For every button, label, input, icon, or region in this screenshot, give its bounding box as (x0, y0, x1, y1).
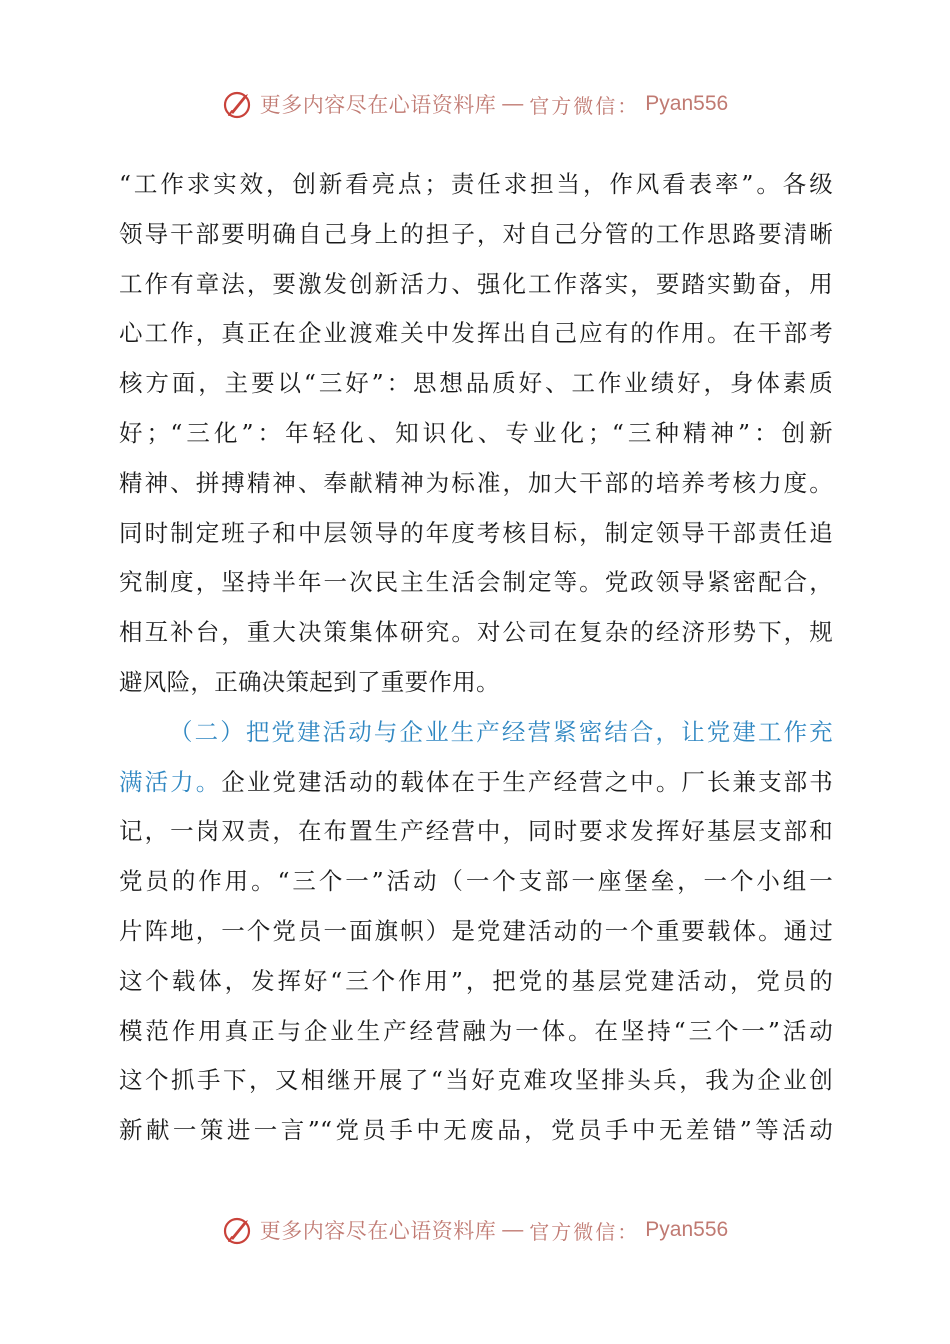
paragraph2-line: 这个载体，发挥好“三个作用”，把党的基层党建活动，党员的 (119, 966, 833, 995)
paragraph2-line: 模范作用真正与企业生产经营融为一体。在坚持“三个一”活动 (119, 1016, 833, 1045)
section-heading-line: （二）把党建活动与企业生产经营紧密结合，让党建工作充 (169, 717, 833, 746)
paragraph1-line: 究制度，坚持半年一次民主生活会制定等。党政领导紧密配合， (119, 568, 833, 597)
document-body (119, 160, 833, 1156)
banner-brand-text: 更多内容尽在心语资料库 (259, 93, 497, 117)
paragraph1-line: 同时制定班子和中层领导的年度考核目标，制定领导干部责任追 (119, 518, 833, 547)
header-watermark-banner (0, 84, 950, 124)
banner-wechat-id: Pyan556 (645, 1218, 729, 1241)
quill-pen-logo-icon (222, 1214, 254, 1246)
banner-brand-text: 更多内容尽在心语资料库 (259, 1219, 497, 1243)
paragraph2-line: 党员的作用。“三个一”活动（一个支部一座堡垒，一个小组一 (119, 867, 833, 896)
paragraph2-line-text: 企业党建活动的载体在于生产经营之中。厂长兼支部书 (221, 767, 833, 796)
paragraph1-line: 避风险，正确决策起到了重要作用。 (119, 667, 500, 696)
banner-wechat-label: 官方微信： (529, 93, 640, 118)
section-heading-tail: 满活力。 (119, 767, 222, 796)
banner-dash: — (502, 1218, 524, 1241)
paragraph1-line: 好；“三化”：年轻化、知识化、专业化；“三种精神”：创新 (119, 418, 833, 447)
paragraph2-line: 这个抓手下，又相继开展了“当好克难攻坚排头兵，我为企业创 (119, 1066, 833, 1095)
paragraph2-line: 记，一岗双责，在布置生产经营中，同时要求发挥好基层支部和 (119, 817, 833, 846)
paragraph1-line: 心工作，真正在企业渡难关中发挥出自己应有的作用。在干部考 (119, 319, 833, 348)
paragraph1-line: 领导干部要明确自己身上的担子，对自己分管的工作思路要清晰 (119, 219, 833, 248)
banner-wechat-id: Pyan556 (645, 92, 729, 115)
paragraph1-line: 相互补台，重大决策集体研究。对公司在复杂的经济形势下，规 (119, 618, 833, 647)
banner-dash: — (502, 92, 524, 115)
quill-pen-logo-icon (222, 88, 254, 120)
footer-watermark-banner (0, 1210, 950, 1250)
paragraph2-line: 新献一策进一言”“党员手中无废品，党员手中无差错”等活动 (119, 1116, 833, 1145)
paragraph1-line: 核方面，主要以“三好”：思想品质好、工作业绩好，身体素质 (119, 369, 833, 398)
paragraph1-line: “工作求实效，创新看亮点；责任求担当，作风看表率”。各级 (119, 170, 833, 198)
paragraph2-line: 片阵地，一个党员一面旗帜）是党建活动的一个重要载体。通过 (119, 916, 833, 945)
paragraph1-line: 精神、拼搏精神、奉献精神为标准，加大干部的培养考核力度。 (119, 468, 833, 497)
banner-wechat-label: 官方微信： (529, 1219, 640, 1244)
paragraph2-line (119, 758, 833, 808)
paragraph1-line: 工作有章法，要激发创新活力、强化工作落实，要踏实勤奋，用 (119, 269, 833, 298)
